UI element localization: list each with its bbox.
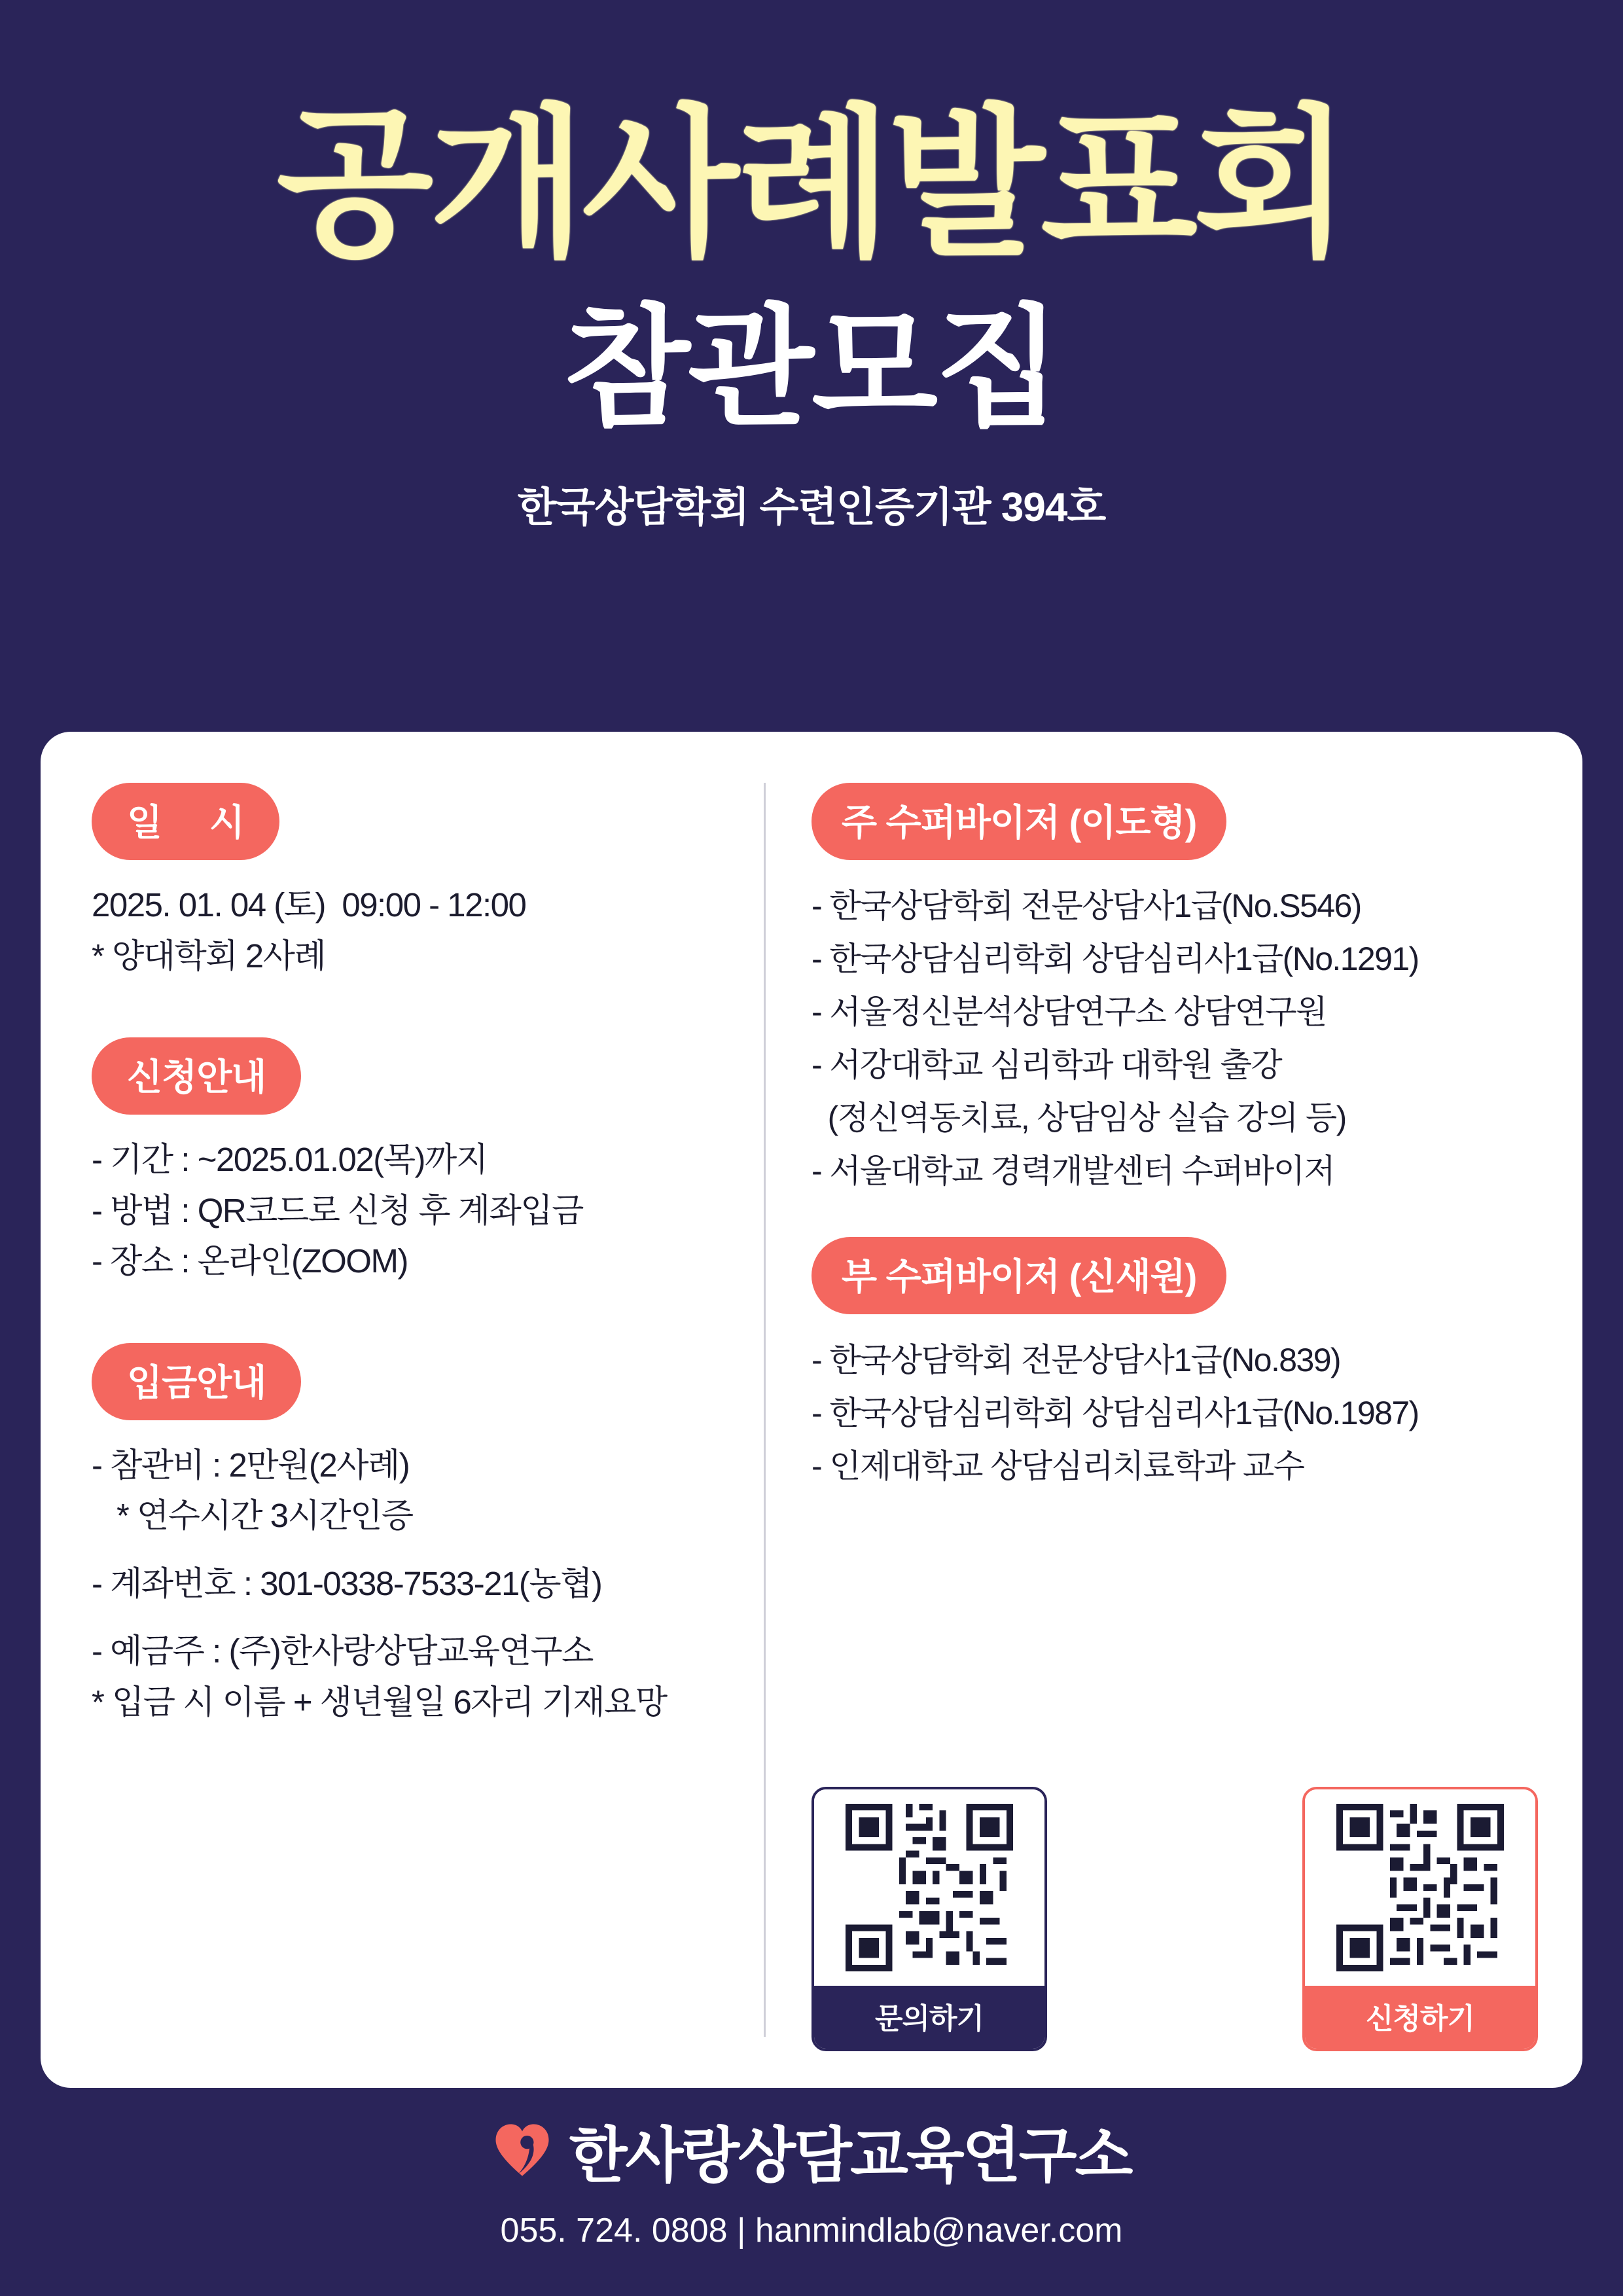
spacer bbox=[92, 1541, 764, 1558]
spacer bbox=[92, 1287, 764, 1343]
datetime-note: * 양대학회 2사례 bbox=[92, 937, 326, 975]
info-card bbox=[41, 732, 1582, 2088]
poster-header bbox=[0, 0, 1623, 533]
page-subtitle: 참관모집 bbox=[563, 295, 1060, 441]
org-name: 한사랑상담교육연구소 bbox=[569, 2123, 1132, 2189]
main-supervisor-pill: 주 수퍼바이저 (이도형) bbox=[812, 783, 1226, 860]
left-column bbox=[41, 732, 764, 2088]
poster-footer bbox=[0, 2108, 1623, 2250]
heart-logo-icon bbox=[492, 2121, 552, 2181]
payment-holder: - 예금주 : (주)한사랑상담교육연구소 bbox=[92, 1632, 593, 1670]
main-supervisor-credential: - 한국상담학회 전문상담사1급(No.S546) bbox=[812, 888, 1361, 924]
page-title: 공개사례발표회 bbox=[276, 93, 1347, 275]
payment-account: - 계좌번호 : 301-0338-7533-21(농협) bbox=[92, 1564, 602, 1602]
main-supervisor-credential: - 서울대학교 경력개발센터 수퍼바이저 bbox=[812, 1153, 1335, 1189]
section-datetime-pill: 일 시 bbox=[92, 783, 279, 860]
payment-note: * 입금 시 이름 + 생년월일 6자리 기재요망 bbox=[92, 1683, 667, 1721]
spacer bbox=[92, 981, 764, 1037]
datetime-line: 2025. 01. 04 (토) 09:00 - 12:00 bbox=[92, 886, 526, 924]
apply-qr-icon[interactable] bbox=[1305, 1789, 1535, 1986]
inquiry-qr-icon[interactable] bbox=[814, 1789, 1044, 1986]
section-apply-pill: 신청안내 bbox=[92, 1037, 301, 1115]
brand-row bbox=[0, 2108, 1623, 2194]
right-column bbox=[766, 732, 1582, 2088]
section-assistant-supervisor bbox=[812, 1237, 1537, 1493]
apply-qr-label: 신청하기 bbox=[1305, 1986, 1535, 2049]
spacer bbox=[92, 1609, 764, 1626]
assistant-supervisor-credential: - 한국상담심리학회 상담심리사1급(No.1987) bbox=[812, 1395, 1419, 1431]
payment-fee: - 참관비 : 2만원(2사례) bbox=[92, 1446, 410, 1484]
inquiry-qr-label: 문의하기 bbox=[814, 1986, 1044, 2049]
apply-method: - 방법 : QR코드로 신청 후 계좌입금 bbox=[92, 1191, 583, 1229]
spacer bbox=[812, 1198, 1537, 1237]
section-datetime bbox=[92, 783, 764, 981]
assistant-supervisor-pill: 부 수퍼바이저 (신새원) bbox=[812, 1237, 1226, 1314]
main-supervisor-credential: (정신역동치료, 상담임상 실습 강의 등) bbox=[812, 1100, 1346, 1136]
section-apply-info bbox=[92, 1037, 764, 1287]
assistant-supervisor-credential: - 한국상담학회 전문상담사1급(No.839) bbox=[812, 1342, 1340, 1378]
apply-qr-button[interactable] bbox=[1302, 1787, 1538, 2051]
main-supervisor-credential: - 서울정신분석상담연구소 상담연구원 bbox=[812, 994, 1327, 1030]
page-caption: 한국상담학회 수련인증기관 394호 bbox=[517, 484, 1106, 530]
main-supervisor-credential: - 한국상담심리학회 상담심리사1급(No.1291) bbox=[812, 941, 1419, 977]
inquiry-qr-button[interactable] bbox=[812, 1787, 1047, 2051]
payment-credit-note: * 연수시간 3시간인증 bbox=[92, 1497, 413, 1535]
section-payment-pill: 입금안내 bbox=[92, 1343, 301, 1420]
qr-row bbox=[812, 1787, 1538, 2051]
section-main-supervisor bbox=[812, 783, 1537, 1198]
apply-place: - 장소 : 온라인(ZOOM) bbox=[92, 1242, 408, 1280]
assistant-supervisor-credential: - 인제대학교 상담심리치료학과 교수 bbox=[812, 1448, 1304, 1484]
main-supervisor-credential: - 서강대학교 심리학과 대학원 출강 bbox=[812, 1047, 1282, 1083]
org-contact: 055. 724. 0808 | hanmindlab@naver.com bbox=[500, 2212, 1123, 2250]
apply-period: - 기간 : ~2025.01.02(목)까지 bbox=[92, 1141, 488, 1179]
section-payment-info bbox=[92, 1343, 764, 1728]
